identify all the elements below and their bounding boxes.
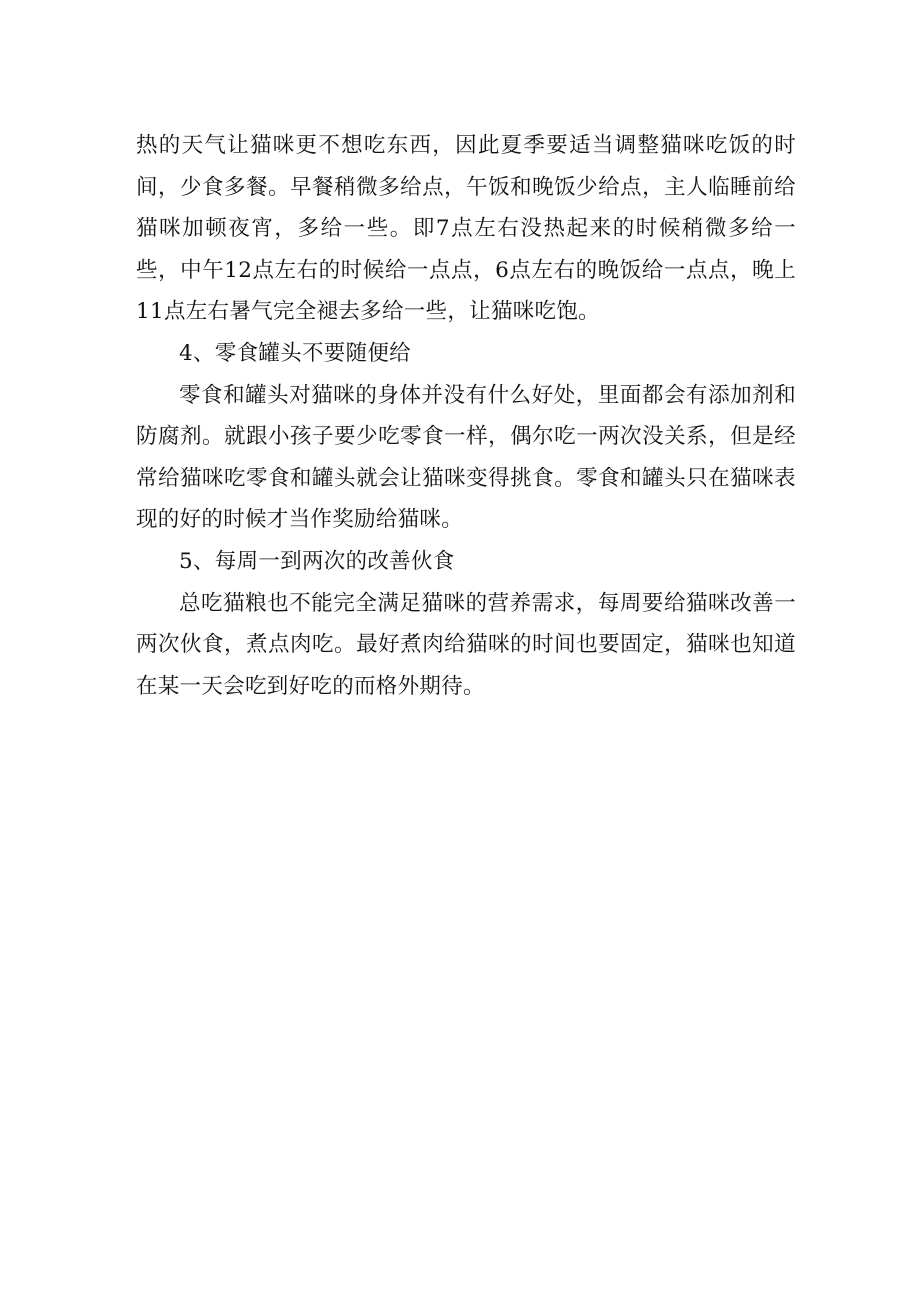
section-heading-snacks: 4、零食罐头不要随便给 (179, 340, 411, 366)
paragraph-snacks: 零食和罐头对猫咪的身体并没有什么好处，里面都会有添加剂和防腐剂。就跟小孩子要少吃零食一样，偶尔吃一两次没关系，但是经常给猫咪吃零食和罐头就会让猫咪变得挑食。零食和罐头只在猫咪表现的好的时候才当作奖励给猫咪。 (136, 382, 796, 533)
paragraph-improve-meals: 总吃猫粮也不能完全满足猫咪的营养需求，每周要给猫咪改善一两次伙食，煮点肉吃。最好煮肉给猫咪的时间也要固定，猫咪也知道在某一天会吃到好吃的而格外期待。 (136, 590, 796, 699)
section-heading-improve-meals: 5、每周一到两次的改善伙食 (179, 548, 455, 574)
paragraph-feeding-schedule: 热的天气让猫咪更不想吃东西，因此夏季要适当调整猫咪吃饭的时间，少食多餐。早餐稍微多给点，午饭和晚饭少给点，主人临睡前给猫咪加顿夜宵，多给一些。即7点左右没热起来的时候稍微多给一些，中午12点左右的时候给一点点，6点左右的晚饭给一点点，晚上11点左右暑气完全褪去多给一些，让猫咪吃饱。 (136, 133, 796, 325)
document-page (136, 125, 796, 707)
